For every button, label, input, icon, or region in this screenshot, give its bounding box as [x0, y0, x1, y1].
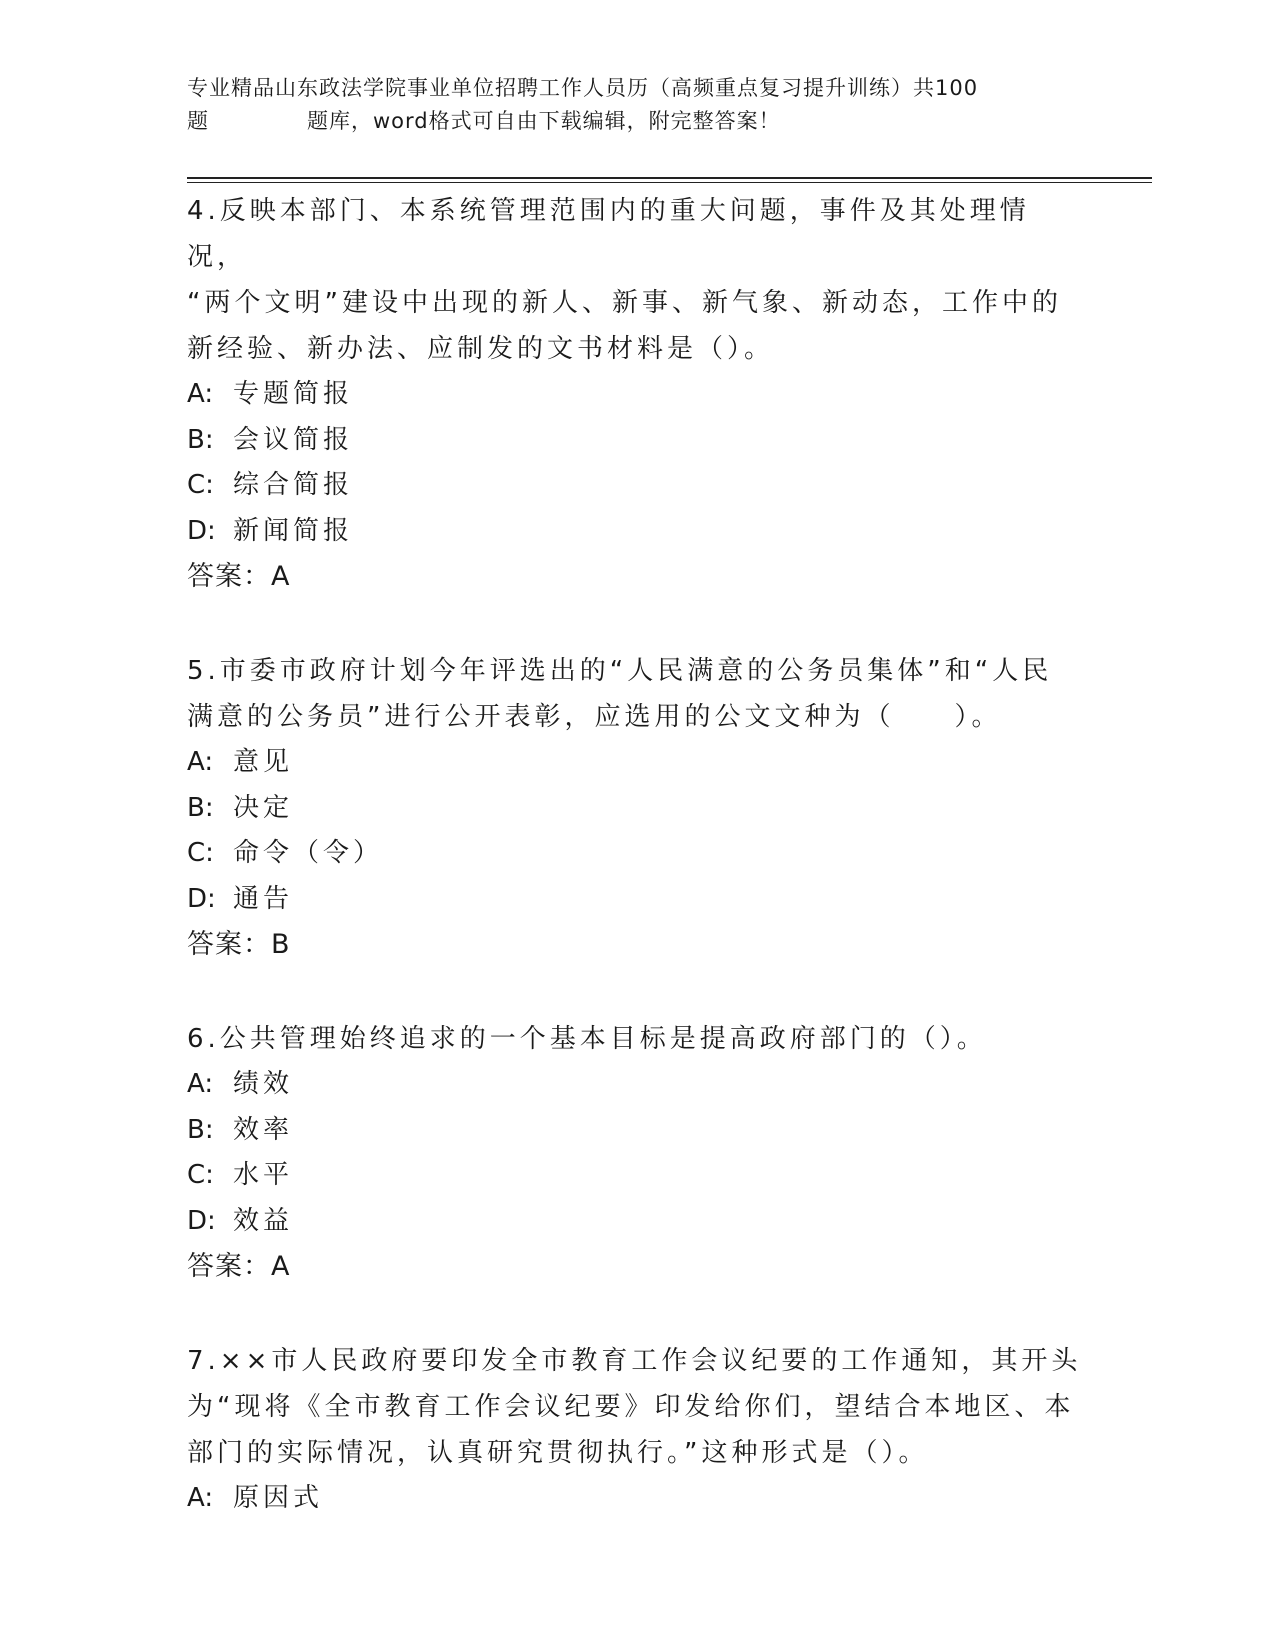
option-text: 会议简报	[233, 424, 354, 455]
answer-line: 答案：A	[187, 1251, 291, 1282]
option-a	[187, 1062, 1087, 1108]
option-key: D:	[187, 1205, 216, 1236]
answer-line: 答案：A	[187, 561, 291, 592]
option-d	[187, 877, 1087, 923]
question-list	[187, 188, 1087, 1570]
question-5	[187, 648, 1087, 968]
option-text: 命令（令）	[233, 838, 384, 868]
option-a	[187, 1476, 1087, 1522]
header-divider-thin	[187, 182, 1152, 183]
question-stem: 7.××市人民政府要印发全市教育工作会议纪要的工作通知，其开头	[187, 1346, 1082, 1376]
option-text: 原因式	[233, 1483, 324, 1513]
option-key: B:	[187, 1114, 214, 1145]
header-line-2-rest: 题库，word格式可自由下载编辑，附完整答案！	[307, 109, 781, 133]
option-d	[187, 509, 1087, 555]
option-key: A:	[187, 747, 214, 777]
option-key: C:	[187, 838, 214, 868]
option-key: B:	[187, 792, 214, 823]
question-7	[187, 1338, 1087, 1522]
header-line-1: 专业精品山东政法学院事业单位招聘工作人员历（高频重点复习提升训练）共100	[187, 76, 979, 100]
option-a	[187, 372, 1087, 418]
question-stem: 5.市委市政府计划今年评选出的“人民满意的公务员集体”和“人民	[187, 656, 1053, 686]
question-stem: “两个文明”建设中出现的新人、新事、新气象、新动态，工作中的	[187, 288, 1062, 318]
option-b	[187, 786, 1087, 832]
option-text: 效率	[233, 1114, 294, 1145]
option-key: C:	[187, 470, 214, 500]
option-key: D:	[187, 883, 216, 914]
header-line-2-prefix: 题	[187, 109, 209, 133]
option-a	[187, 740, 1087, 786]
header-line-2	[187, 105, 1087, 138]
question-stem: 满意的公务员”进行公开表彰，应选用的公文文种为（ ）。	[187, 702, 1002, 732]
option-c	[187, 1153, 1087, 1199]
option-b	[187, 418, 1087, 464]
option-c	[187, 463, 1087, 509]
option-b	[187, 1108, 1087, 1154]
option-text: 绩效	[233, 1069, 294, 1099]
question-stem: 新经验、新办法、应制发的文书材料是（）。	[187, 334, 775, 364]
option-text: 水平	[233, 1160, 294, 1190]
option-key: A:	[187, 1483, 214, 1513]
document-header	[187, 72, 1087, 138]
answer-line: 答案：B	[187, 929, 291, 960]
option-text: 意见	[233, 747, 294, 777]
option-text: 通告	[233, 883, 294, 914]
option-key: C:	[187, 1160, 214, 1190]
header-divider-thick	[187, 177, 1152, 179]
option-text: 决定	[233, 792, 294, 823]
option-text: 专题简报	[233, 379, 354, 409]
question-stem: 6.公共管理始终追求的一个基本目标是提高政府部门的（）。	[187, 1024, 987, 1054]
option-d	[187, 1199, 1087, 1245]
question-4	[187, 188, 1087, 600]
option-key: A:	[187, 379, 214, 409]
question-stem: 为“现将《全市教育工作会议纪要》印发给你们，望结合本地区、本	[187, 1392, 1075, 1422]
question-6	[187, 1016, 1087, 1290]
option-key: A:	[187, 1069, 214, 1099]
option-key: B:	[187, 424, 214, 455]
question-stem: 4.反映本部门、本系统管理范围内的重大问题，事件及其处理情况，	[187, 196, 1030, 272]
option-text: 新闻简报	[233, 515, 354, 546]
option-text: 效益	[233, 1205, 294, 1236]
option-text: 综合简报	[233, 470, 354, 500]
option-c	[187, 831, 1087, 877]
option-key: D:	[187, 515, 216, 546]
question-stem: 部门的实际情况，认真研究贯彻执行。”这种形式是（）。	[187, 1438, 929, 1468]
